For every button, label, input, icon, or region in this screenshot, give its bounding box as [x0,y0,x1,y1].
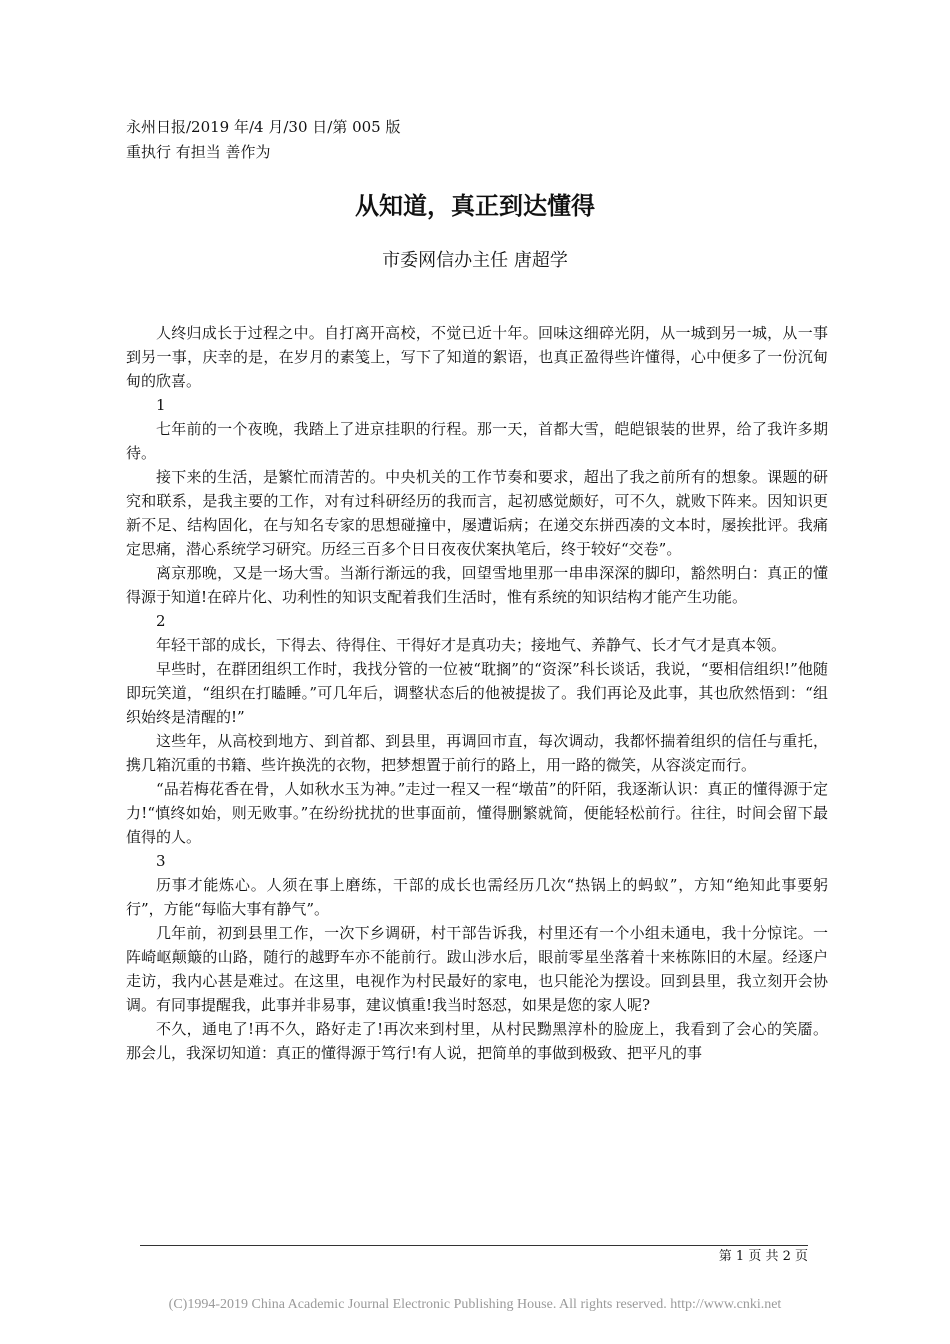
page-number: 第 1 页 共 2 页 [718,1249,808,1264]
section-number: 3 [156,852,166,870]
paragraph: 人终归成长于过程之中。自打离开高校，不觉已近十年。回味这细碎光阴，从一城到另一城，从一事到另一事，庆幸的是，在岁月的素笺上，写下了知道的絮语，也真正盈得些许懂得，心中便多了一份沉甸甸的欣喜。 [126,324,828,390]
article-title: 从知道，真正到达懂得 [355,192,595,220]
section-number: 1 [156,396,166,414]
paragraph: “品若梅花香在骨，人如秋水玉为神。”走过一程又一程“墩苗”的阡陌，我逐渐认识：真正的懂得源于定力!“慎终如始，则无败事。”在纷纷扰扰的世事面前，懂得删繁就简，便能轻松前行。往往，时间会留下最值得的人。 [126,780,828,846]
column-line: 重执行 有担当 善作为 [126,143,271,161]
copyright-footer: (C)1994-2019 China Academic Journal Electronic Publishing House. All rights reserved. http://www.cnki.net [168,1297,782,1312]
paragraph: 接下来的生活，是繁忙而清苦的。中央机关的工作节奏和要求，超出了我之前所有的想象。课题的研究和联系，是我主要的工作，对有过科研经历的我而言，起初感觉颇好，可不久，就败下阵来。因知识更新不足、结构固化，在与知名专家的思想碰撞中，屡遭诟病；在递交东拼西凑的文本时，屡挨批评。我痛定思痛，潜心系统学习研究。历经三百多个日日夜夜伏案执笔后，终于较好“交卷”。 [126,468,828,558]
paragraph: 不久，通电了!再不久，路好走了!再次来到村里，从村民黝黑淳朴的脸庞上，我看到了会心的笑靥。那会儿，我深切知道：真正的懂得源于笃行!有人说，把简单的事做到极致、把平凡的事 [126,1020,828,1062]
section-number: 2 [156,612,166,630]
paragraph: 离京那晚，又是一场大雪。当渐行渐远的我，回望雪地里那一串串深深的脚印，豁然明白：真正的懂得源于知道!在碎片化、功利性的知识支配着我们生活时，惟有系统的知识结构才能产生功能。 [126,564,828,606]
paragraph: 几年前，初到县里工作，一次下乡调研，村干部告诉我，村里还有一个小组未通电，我十分惊诧。一阵崎岖颠簸的山路，随行的越野车亦不能前行。跋山涉水后，眼前零星坐落着十来栋陈旧的木屋。经逐户走访，我内心甚是难过。在这里，电视作为村民最好的家电，也只能沦为摆设。回到县里，我立刻开会协调。有同事提醒我，此事并非易事，建议慎重!我当时怒怼，如果是您的家人呢? [126,924,828,1014]
paragraph: 年轻干部的成长，下得去、待得住、干得好才是真功夫；接地气、养静气、长才气才是真本领。 [156,636,787,654]
article-body [126,321,828,1065]
article-byline: 市委网信办主任 唐超学 [382,250,568,271]
paragraph: 历事才能炼心。人须在事上磨练，干部的成长也需经历几次“热锅上的蚂蚁”，方知“绝知此事要躬行”，方能“每临大事有静气”。 [126,876,828,918]
source-line: 永州日报/2019 年/4 月/30 日/第 005 版 [126,118,401,136]
paragraph: 这些年，从高校到地方、到首都、到县里，再调回市直，每次调动，我都怀揣着组织的信任与重托，携几箱沉重的书籍、些许换洗的衣物，把梦想置于前行的路上，用一路的微笑，从容淡定而行。 [126,732,828,774]
footer-divider [140,1245,808,1246]
paragraph: 七年前的一个夜晚，我踏上了进京挂职的行程。那一天，首都大雪，皑皑银装的世界，给了我许多期待。 [126,420,828,462]
paragraph: 早些时，在群团组织工作时，我找分管的一位被“耽搁”的“资深”科长谈话，我说，“要相信组织!”他随即玩笑道，“组织在打瞌睡。”可几年后，调整状态后的他被提拔了。我们再论及此事，其也欣然悟到：“组织始终是清醒的!” [126,660,828,726]
